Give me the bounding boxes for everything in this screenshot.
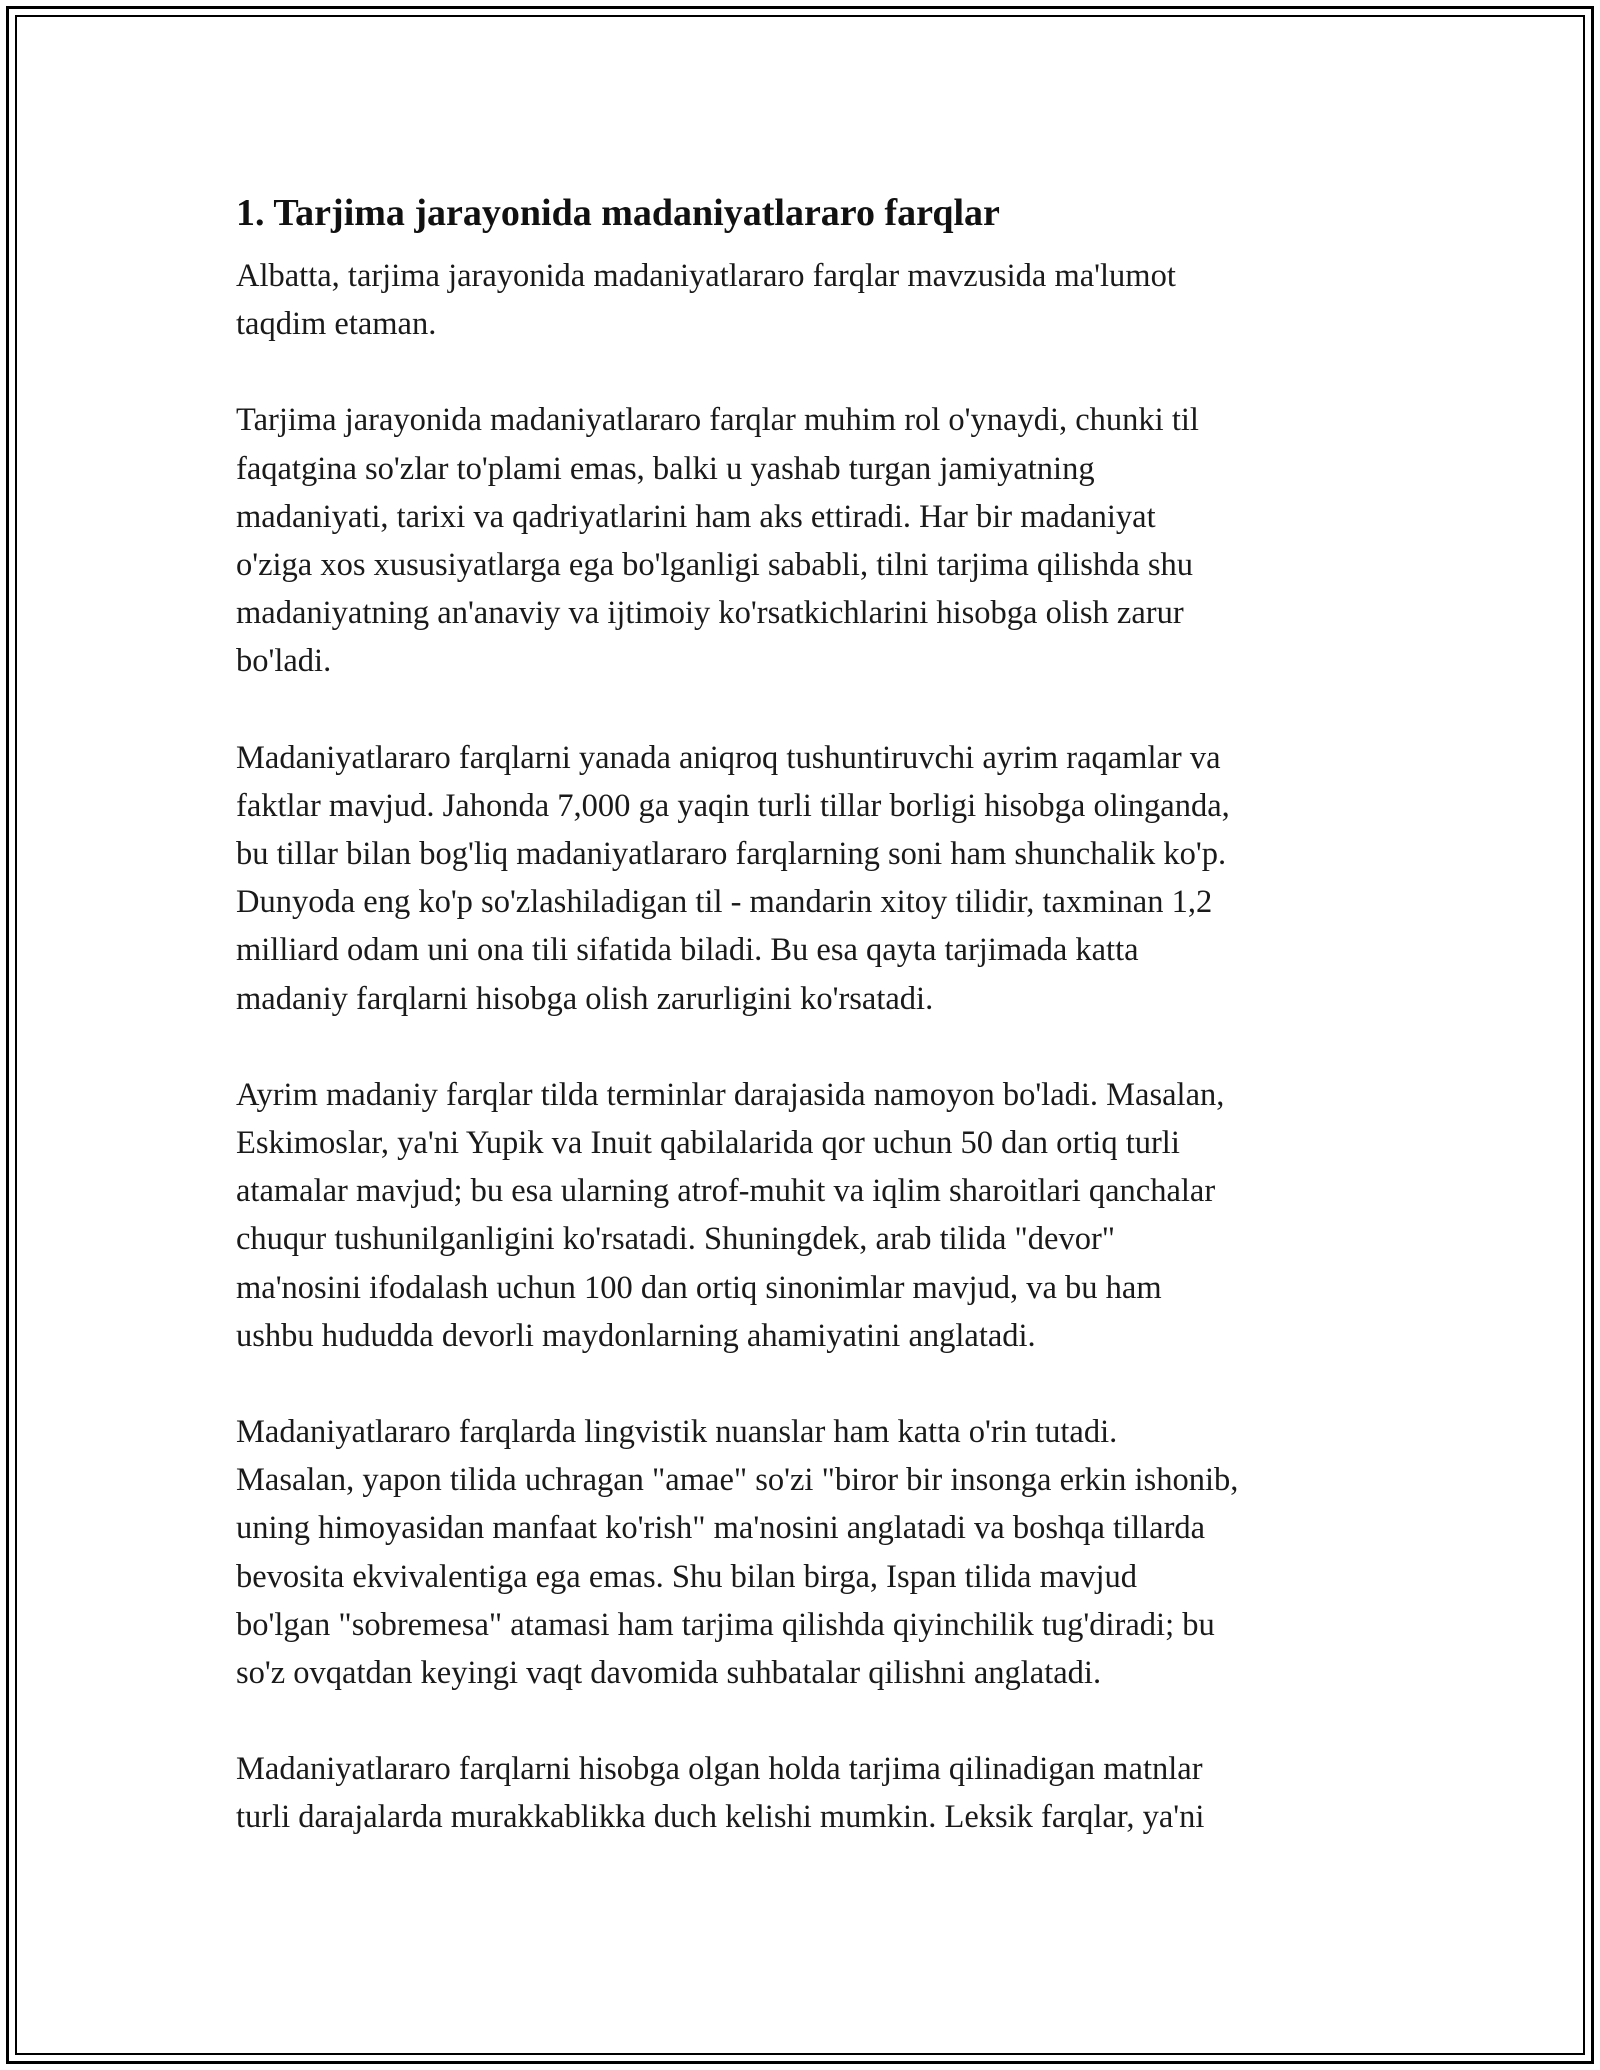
paragraph-line: chuqur tushunilganligini ko'rsatadi. Shuningdek, arab tilida "devor" [236, 1221, 1116, 1258]
paragraph-line: madaniy farqlarni hisobga olish zarurligini ko'rsatadi. [236, 980, 934, 1017]
paragraph-list [236, 252, 1376, 1842]
paragraph [236, 734, 1376, 1023]
paragraph-line: madaniyatning an'anaviy va ijtimoiy ko'rsatkichlarini hisobga olish zarur [236, 595, 1184, 632]
paragraph-line: o'ziga xos xususiyatlarga ega bo'lganligi sababli, tilni tarjima qilishda shu [236, 547, 1194, 584]
paragraph-line: milliard odam uni ona tili sifatida biladi. Bu esa qayta tarjimada katta [236, 932, 1139, 969]
paragraph-line: Madaniyatlararo farqlarni hisobga olgan holda tarjima qilinadigan matnlar [236, 1751, 1203, 1788]
document-body [236, 186, 1376, 1890]
paragraph [236, 396, 1376, 685]
paragraph-line: bu tillar bilan bog'liq madaniyatlararo farqlarning soni ham shunchalik ko'p. [236, 836, 1227, 873]
paragraph-line: bo'lgan "sobremesa" atamasi ham tarjima qilishda qiyinchilik tug'diradi; bu [236, 1606, 1215, 1643]
paragraph-line: Madaniyatlararo farqlarni yanada aniqroq tushuntiruvchi ayrim raqamlar va [236, 739, 1221, 776]
paragraph-line: bo'ladi. [236, 643, 332, 680]
paragraph-line: turli darajalarda murakkablikka duch kelishi mumkin. Leksik farqlar, ya'ni [236, 1799, 1205, 1836]
paragraph [236, 1745, 1376, 1841]
paragraph [236, 252, 1376, 348]
section-heading: 1. Tarjima jarayonida madaniyatlararo farqlar [236, 192, 1000, 234]
paragraph-line: Tarjima jarayonida madaniyatlararo farqlar muhim rol o'ynaydi, chunki til [236, 402, 1199, 439]
paragraph-line: madaniyati, tarixi va qadriyatlarini ham aks ettiradi. Har bir madaniyat [236, 498, 1156, 535]
paragraph-line: Dunyoda eng ko'p so'zlashiladigan til - mandarin xitoy tilidir, taxminan 1,2 [236, 884, 1213, 921]
paragraph-line: uning himoyasidan manfaat ko'rish" ma'nosini anglatadi va boshqa tillarda [236, 1510, 1206, 1547]
paragraph-line: Ayrim madaniy farqlar tilda terminlar darajasida namoyon bo'ladi. Masalan, [236, 1076, 1225, 1113]
paragraph-line: faqatgina so'zlar to'plami emas, balki u yashab turgan jamiyatning [236, 450, 1095, 487]
paragraph-line: faktlar mavjud. Jahonda 7,000 ga yaqin turli tillar borligi hisobga olinganda, [236, 787, 1230, 824]
paragraph-line: atamalar mavjud; bu esa ularning atrof-muhit va iqlim sharoitlari qanchalar [236, 1173, 1216, 1210]
paragraph-line: Eskimoslar, ya'ni Yupik va Inuit qabilalarida qor uchun 50 dan ortiq turli [236, 1125, 1180, 1162]
paragraph-line: bevosita ekvivalentiga ega emas. Shu bilan birga, Ispan tilida mavjud [236, 1558, 1138, 1595]
paragraph-line: ma'nosini ifodalash uchun 100 dan ortiq sinonimlar mavjud, va bu ham [236, 1269, 1162, 1306]
paragraph [236, 1408, 1376, 1697]
paragraph-line: taqdim etaman. [236, 306, 437, 343]
paragraph [236, 1071, 1376, 1360]
paragraph-line: ushbu hududda devorli maydonlarning ahamiyatini anglatadi. [236, 1317, 1036, 1354]
paragraph-line: Albatta, tarjima jarayonida madaniyatlararo farqlar mavzusida ma'lumot [236, 258, 1176, 294]
paragraph-line: so'z ovqatdan keyingi vaqt davomida suhbatalar qilishni anglatadi. [236, 1655, 1102, 1692]
paragraph-line: Masalan, yapon tilida uchragan "amae" so'zi "biror bir insonga erkin ishonib, [236, 1462, 1239, 1499]
paragraph-line: Madaniyatlararo farqlarda lingvistik nuanslar ham katta o'rin tutadi. [236, 1414, 1118, 1451]
